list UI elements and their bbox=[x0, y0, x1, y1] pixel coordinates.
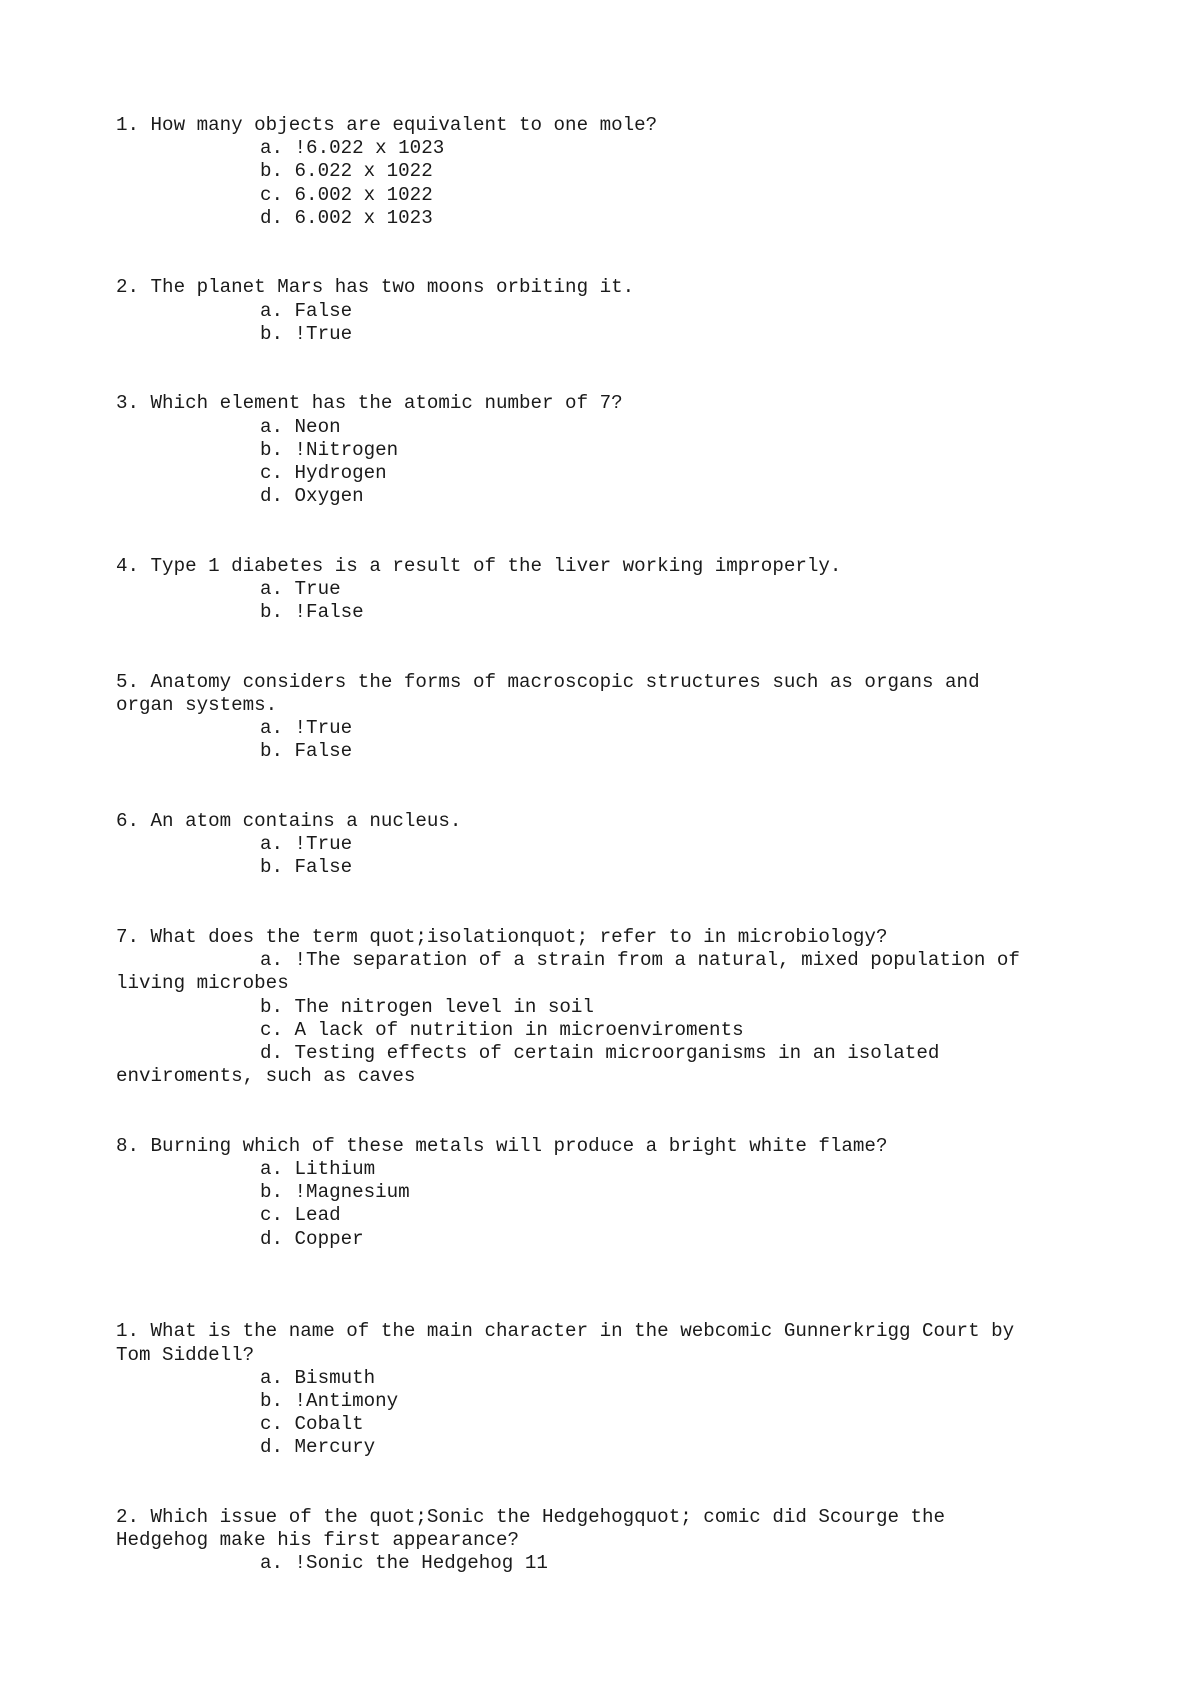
answer-option: a. !True bbox=[260, 833, 353, 856]
quiz-section bbox=[116, 1320, 1076, 1575]
question-block bbox=[116, 1506, 1076, 1576]
answer-option: d. Testing effects of certain microorganisms in an isolated bbox=[260, 1042, 940, 1065]
answer-option: b. !Antimony bbox=[260, 1390, 399, 1413]
answer-option: c. Lead bbox=[260, 1204, 341, 1227]
quiz-section bbox=[116, 114, 1076, 1251]
question-text: 8. Burning which of these metals will produce a bright white flame? bbox=[116, 1134, 888, 1157]
answer-option: b. !Nitrogen bbox=[260, 438, 399, 461]
question-text: 2. Which issue of the quot;Sonic the Hedgehogquot; comic did Scourge the bbox=[116, 1506, 946, 1529]
document-page bbox=[116, 114, 1076, 1576]
question-block bbox=[116, 555, 1076, 625]
question-text: 4. Type 1 diabetes is a result of the liver working improperly. bbox=[116, 554, 842, 577]
question-block bbox=[116, 392, 1076, 508]
question-block bbox=[116, 1135, 1076, 1251]
answer-option: b. False bbox=[260, 856, 353, 879]
answer-option: a. True bbox=[260, 578, 341, 601]
answer-option: a. !Sonic the Hedgehog 11 bbox=[260, 1552, 548, 1575]
answer-option: a. !The separation of a strain from a natural, mixed population of bbox=[260, 949, 1020, 972]
answer-option: c. A lack of nutrition in microenviroments bbox=[260, 1018, 744, 1041]
answer-option: b. The nitrogen level in soil bbox=[260, 995, 594, 1018]
question-block bbox=[116, 810, 1076, 880]
question-block bbox=[116, 671, 1076, 764]
answer-option: d. Oxygen bbox=[260, 485, 364, 508]
answer-option: a. Neon bbox=[260, 415, 341, 438]
answer-option: a. !6.022 x 1023 bbox=[260, 137, 445, 160]
question-text: 6. An atom contains a nucleus. bbox=[116, 810, 462, 833]
question-text: 7. What does the term quot;isolationquot; refer to in microbiology? bbox=[116, 926, 888, 949]
answer-option: b. !False bbox=[260, 601, 364, 624]
question-text: organ systems. bbox=[116, 694, 278, 717]
answer-option: b. !True bbox=[260, 322, 353, 345]
answer-option-continuation: enviroments, such as caves bbox=[116, 1065, 416, 1088]
answer-option: a. False bbox=[260, 299, 353, 322]
answer-option: a. !True bbox=[260, 717, 353, 740]
answer-option-continuation: living microbes bbox=[116, 972, 289, 995]
answer-option: b. 6.022 x 1022 bbox=[260, 160, 433, 183]
question-text: 1. What is the name of the main character in the webcomic Gunnerkrigg Court by bbox=[116, 1320, 1015, 1343]
answer-option: c. 6.002 x 1022 bbox=[260, 183, 433, 206]
answer-option: d. 6.002 x 1023 bbox=[260, 206, 433, 229]
answer-option: a. Bismuth bbox=[260, 1366, 376, 1389]
question-text: 1. How many objects are equivalent to one mole? bbox=[116, 114, 658, 136]
answer-option: d. Mercury bbox=[260, 1436, 376, 1459]
answer-option: b. !Magnesium bbox=[260, 1181, 410, 1204]
question-text: Hedgehog make his first appearance? bbox=[116, 1529, 520, 1552]
question-text: Tom Siddell? bbox=[116, 1343, 255, 1366]
answer-option: c. Hydrogen bbox=[260, 462, 387, 485]
answer-option: a. Lithium bbox=[260, 1158, 376, 1181]
answer-option: c. Cobalt bbox=[260, 1413, 364, 1436]
answer-option: b. False bbox=[260, 740, 353, 763]
answer-option: d. Copper bbox=[260, 1227, 364, 1250]
question-text: 3. Which element has the atomic number of 7? bbox=[116, 392, 623, 415]
question-text: 2. The planet Mars has two moons orbiting it. bbox=[116, 276, 635, 299]
question-block bbox=[116, 114, 1076, 230]
question-text: 5. Anatomy considers the forms of macroscopic structures such as organs and bbox=[116, 670, 980, 693]
question-block bbox=[116, 276, 1076, 346]
question-block bbox=[116, 926, 1076, 1088]
question-block bbox=[116, 1320, 1076, 1459]
